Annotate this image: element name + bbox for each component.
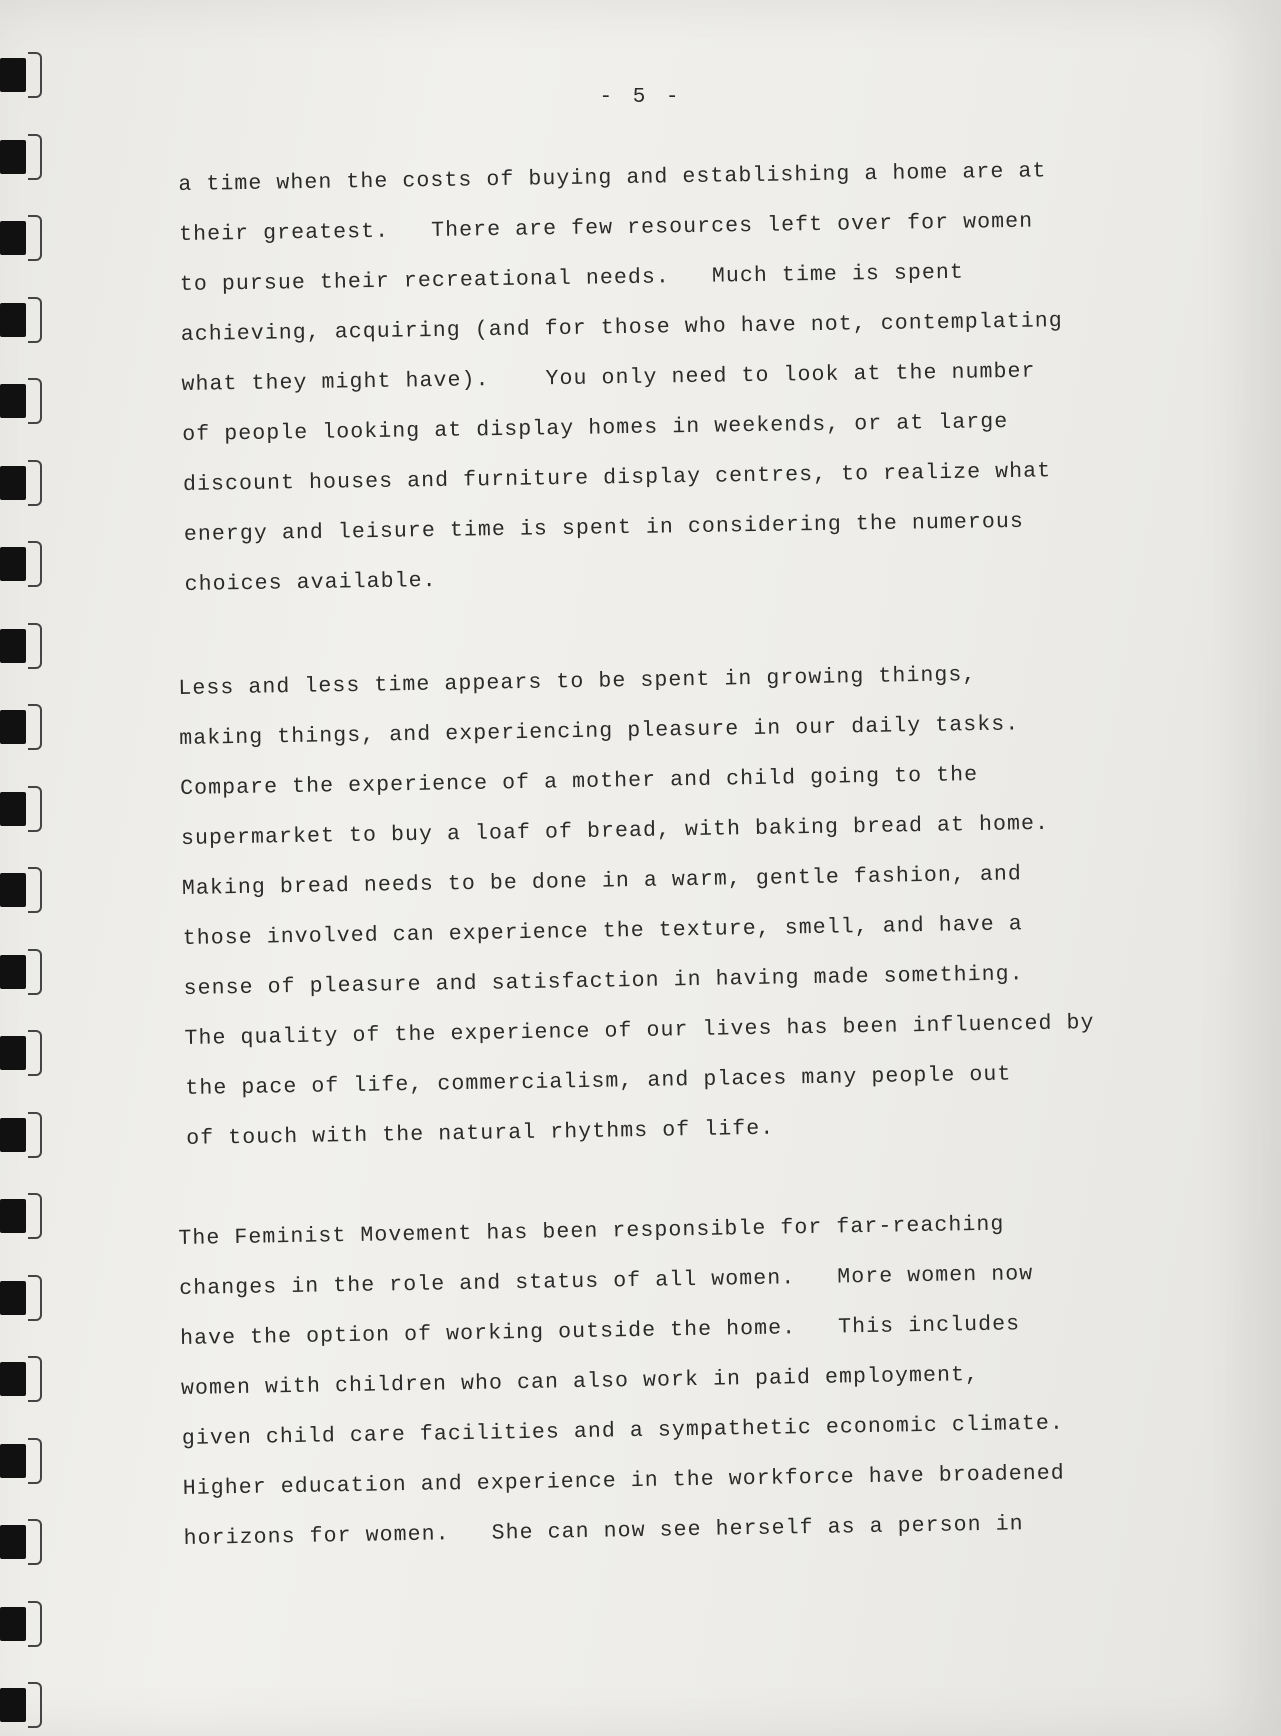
- binding-ring: [0, 867, 46, 911]
- binding-ring: [0, 378, 46, 422]
- binding-ring: [0, 786, 46, 830]
- text-line: their greatest. There are few resources left over for women: [178, 209, 1034, 247]
- binding-ring: [0, 949, 46, 993]
- text-line: changes in the role and status of all women. More women now: [179, 1262, 1034, 1301]
- text-line: supermarket to buy a loaf of bread, with baking bread at home.: [180, 811, 1050, 851]
- binding-ring: [0, 460, 46, 504]
- binding-ring: [0, 1112, 46, 1156]
- text-line: Compare the experience of a mother and child going to the: [179, 763, 979, 801]
- paragraph-2: [178, 647, 1187, 1164]
- text-line: choices available.: [184, 568, 437, 597]
- text-line: given child care facilities and a sympathetic economic climate.: [181, 1411, 1065, 1451]
- binding-ring: [0, 541, 46, 585]
- binding-ring: [0, 1030, 46, 1074]
- text-line: horizons for women. She can now see herself as a person in: [183, 1512, 1024, 1551]
- text-line: of people looking at display homes in weekends, or at large: [182, 409, 1009, 447]
- text-line: those involved can experience the texture, smell, and have a: [182, 912, 1024, 951]
- binding-ring: [0, 1601, 46, 1645]
- binding-ring: [0, 704, 46, 748]
- binding-ring: [0, 297, 46, 341]
- binding-ring: [0, 134, 46, 178]
- text-line: achieving, acquiring (and for those who have not, contemplating: [180, 309, 1063, 347]
- page-number: - 5 -: [599, 86, 683, 109]
- text-line: the pace of life, commercialism, and places many people out: [185, 1062, 1012, 1101]
- binding-ring: [0, 1275, 46, 1319]
- binding-ring: [0, 215, 46, 259]
- text-line: women with children who can also work in paid employment,: [180, 1363, 980, 1401]
- text-line: making things, and experiencing pleasure in our daily tasks.: [179, 712, 1020, 751]
- paragraph-1: [178, 144, 1185, 610]
- text-line: The quality of the experience of our lives has been influenced by: [184, 1011, 1095, 1051]
- paragraph-3: [178, 1197, 1184, 1564]
- spiral-binding: [0, 40, 50, 1730]
- binding-ring: [0, 623, 46, 667]
- text-line: to pursue their recreational needs. Much time is spent: [179, 260, 965, 297]
- text-line: sense of pleasure and satisfaction in having made something.: [183, 962, 1024, 1001]
- text-line: discount houses and furniture display centres, to realize what: [182, 459, 1052, 497]
- text-line: Higher education and experience in the workforce have broadened: [182, 1461, 1066, 1501]
- binding-ring: [0, 52, 46, 96]
- text-line: what they might have). You only need to look at the number: [181, 359, 1036, 397]
- text-line: energy and leisure time is spent in considering the numerous: [183, 509, 1025, 547]
- binding-ring: [0, 1356, 46, 1400]
- text-line: Making bread needs to be done in a warm, gentle fashion, and: [181, 862, 1023, 901]
- binding-ring: [0, 1682, 46, 1726]
- binding-ring: [0, 1193, 46, 1237]
- text-line: a time when the costs of buying and establishing a home are at: [178, 159, 1047, 197]
- text-line: The Feminist Movement has been responsible for far-reaching: [178, 1212, 1005, 1251]
- text-line: of touch with the natural rhythms of life.: [186, 1116, 775, 1151]
- binding-ring: [0, 1519, 46, 1563]
- text-line: Less and less time appears to be spent in growing things,: [178, 663, 977, 701]
- text-line: have the option of working outside the home. This includes: [179, 1312, 1021, 1351]
- binding-ring: [0, 1438, 46, 1482]
